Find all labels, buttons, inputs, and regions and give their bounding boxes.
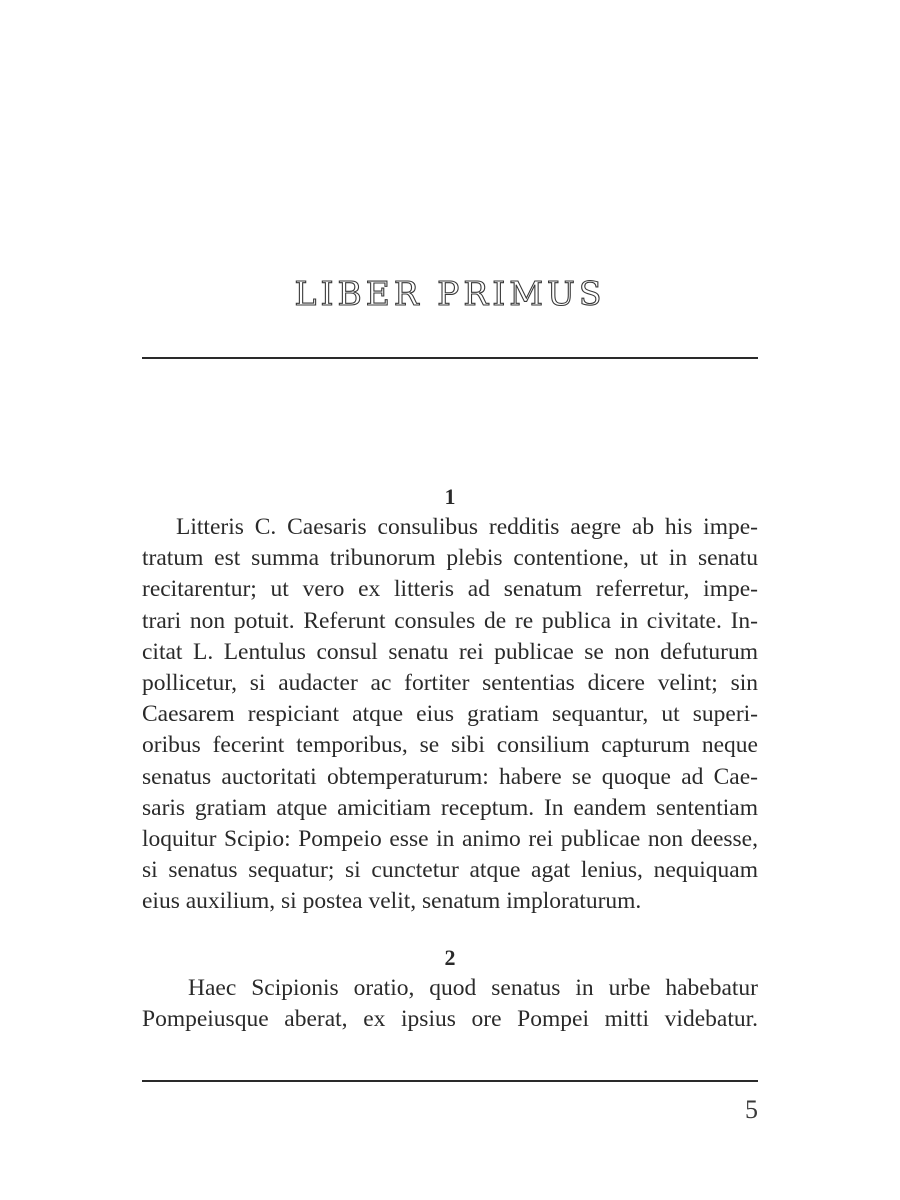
page-number: 5: [745, 1095, 758, 1124]
text-line: Pompeiusque aberat, ex ipsius ore Pompei mitti videbatur.: [142, 1006, 758, 1033]
text-line: saris gratiam atque amicitiam receptum. In eandem sententiam: [142, 794, 758, 821]
book-title: LIBER PRIMUS: [294, 274, 606, 313]
text-line: si senatus sequatur; si cunctetur atque agat lenius, nequiquam: [142, 857, 758, 884]
chapter-2-paragraph: [142, 973, 758, 1035]
text-line: eius auxilium, si postea velit, senatum imploraturum.: [142, 888, 642, 915]
text-line: senatus auctoritati obtemperaturum: habere se quoque ad Cae-: [142, 763, 758, 790]
text-line: citat L. Lentulus consul senatu rei publicae se non defuturum: [142, 638, 758, 665]
text-line: tratum est summa tribunorum plebis contentione, ut in senatu: [142, 545, 758, 572]
chapter-1-paragraph: [142, 512, 758, 917]
bottom-rule: [142, 1080, 758, 1082]
text-line: Litteris C. Caesaris consulibus redditis aegre ab his impe-: [176, 514, 758, 540]
chapter-number: 2: [444, 945, 456, 970]
chapter-1: [142, 481, 758, 917]
text-line: oribus fecerint temporibus, se sibi consilium capturum neque: [142, 732, 758, 759]
text-line: trari non potuit. Referunt consules de re publica in civitate. In-: [142, 607, 758, 634]
text-line: loquitur Scipio: Pompeio esse in animo rei publicae non deesse,: [142, 825, 758, 852]
text-line: pollicetur, si audacter ac fortiter sententias dicere velint; sin: [142, 669, 758, 696]
chapter-number: 1: [444, 484, 456, 509]
chapter-2: [142, 942, 758, 1035]
text-line: recitarentur; ut vero ex litteris ad senatum referretur, impe-: [142, 576, 758, 603]
top-rule: [142, 357, 758, 359]
text-line: Caesarem respiciant atque eius gratiam sequantur, ut superi-: [142, 701, 758, 728]
text-line: Haec Scipionis oratio, quod senatus in urbe habebatur: [188, 975, 758, 1001]
